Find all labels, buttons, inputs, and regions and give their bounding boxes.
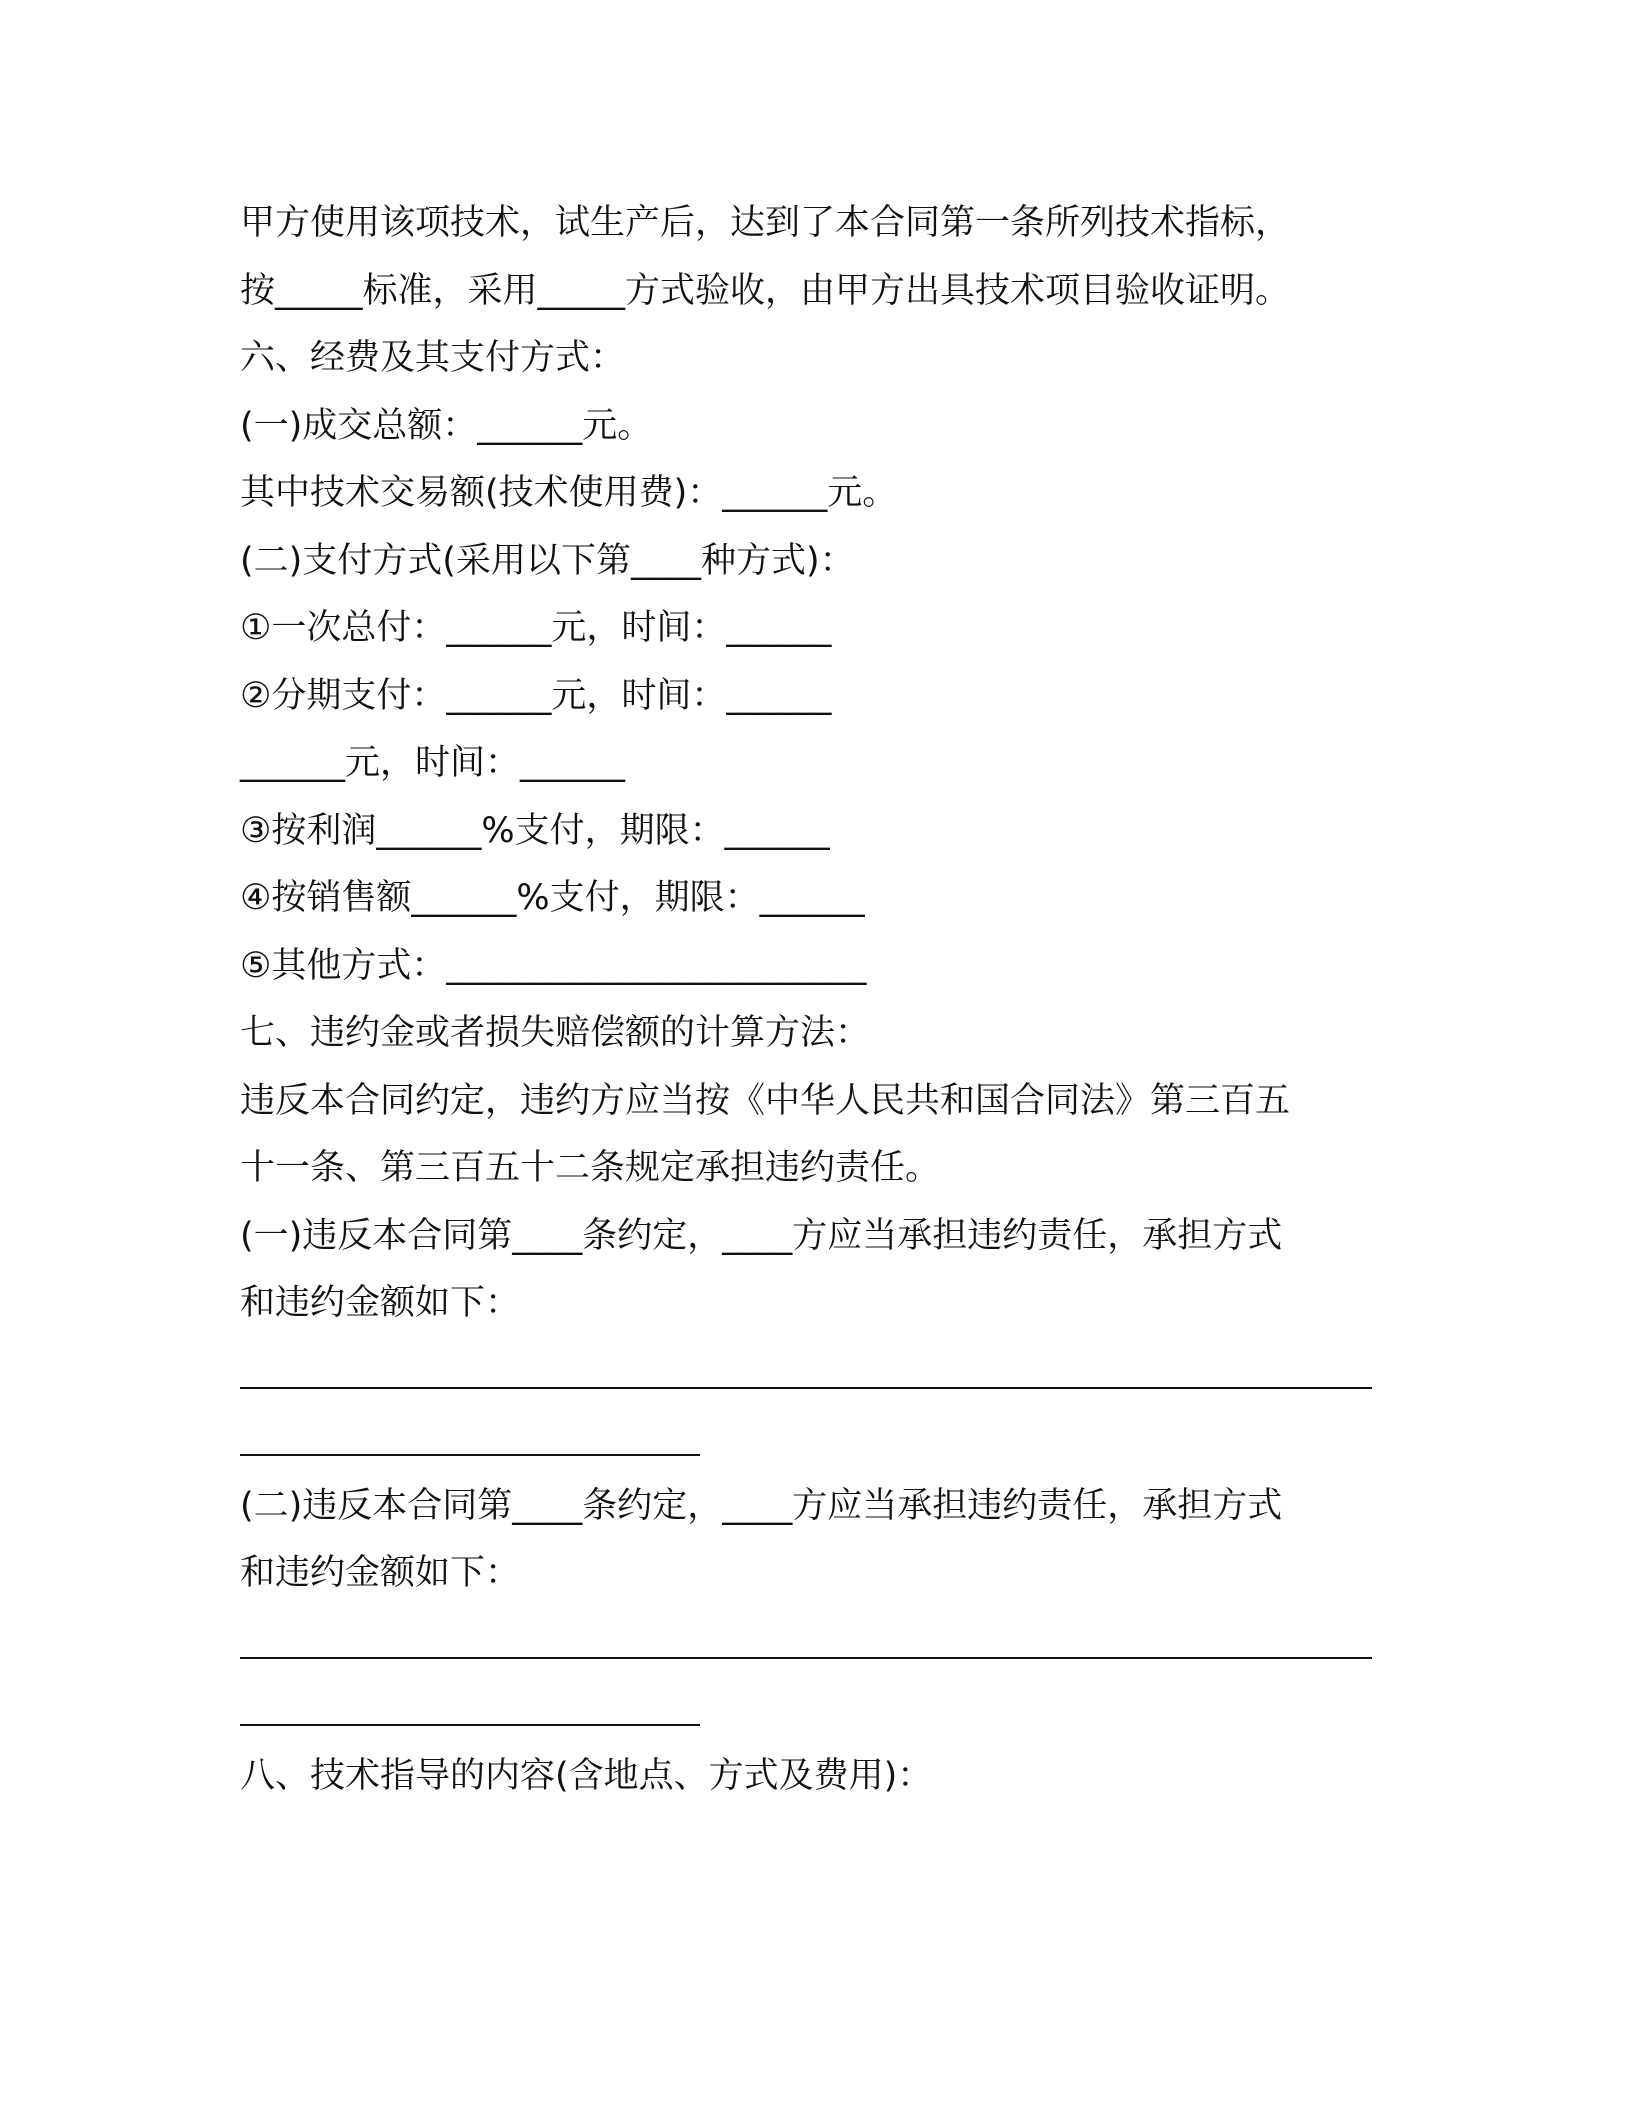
payment-option-3: ③按利润______%支付，期限：______: [240, 810, 830, 851]
payment-option-2: ②分期支付：______元，时间：______: [240, 675, 832, 716]
payment-option-4: ④按销售额______%支付，期限：______: [240, 878, 865, 918]
paragraph-line: 按_____标准，采用_____方式验收，由甲方出具技术项目验收证明。: [240, 270, 1291, 311]
tech-fee-line: 其中技术交易额(技术使用费)：______元。: [240, 473, 898, 513]
blank-fill-line: [240, 1675, 1380, 1743]
section-heading-8: 八、技术指导的内容(含地点、方式及费用)：: [240, 1755, 933, 1796]
payment-method-line: (二)支付方式(采用以下第____种方式)：: [240, 540, 855, 581]
paragraph-line: 甲方使用该项技术，试生产后，达到了本合同第一条所列技术指标，: [240, 203, 1291, 243]
breach-clause-2: (二)违反本合同第____条约定，____方应当承担违约责任，承担方式: [240, 1485, 1283, 1526]
blank-fill-line: [240, 1338, 1380, 1406]
breach-clause-1: (一)违反本合同第____条约定，____方应当承担违约责任，承担方式: [240, 1215, 1283, 1256]
breach-clause-1-continued: 和违约金额如下：: [240, 1283, 521, 1323]
section-heading-7: 七、违约金或者损失赔偿额的计算方法：: [240, 1013, 871, 1053]
blank-fill-line: [240, 1608, 1380, 1676]
payment-option-2-continued: ______元，时间：______: [240, 743, 626, 783]
breach-clause-2-continued: 和违约金额如下：: [240, 1553, 521, 1593]
payment-option-5: ⑤其他方式：________________________: [240, 945, 867, 986]
document-body: [240, 190, 1380, 1810]
paragraph-line: 十一条、第三百五十二条规定承担违约责任。: [240, 1148, 941, 1188]
section-heading-6: 六、经费及其支付方式：: [240, 338, 626, 378]
payment-option-1: ①一次总付：______元，时间：______: [240, 608, 832, 648]
blank-fill-line: [240, 1405, 1380, 1473]
paragraph-line: 违反本合同约定，违约方应当按《中华人民共和国合同法》第三百五: [240, 1080, 1291, 1121]
total-amount-line: (一)成交总额：______元。: [240, 405, 653, 446]
